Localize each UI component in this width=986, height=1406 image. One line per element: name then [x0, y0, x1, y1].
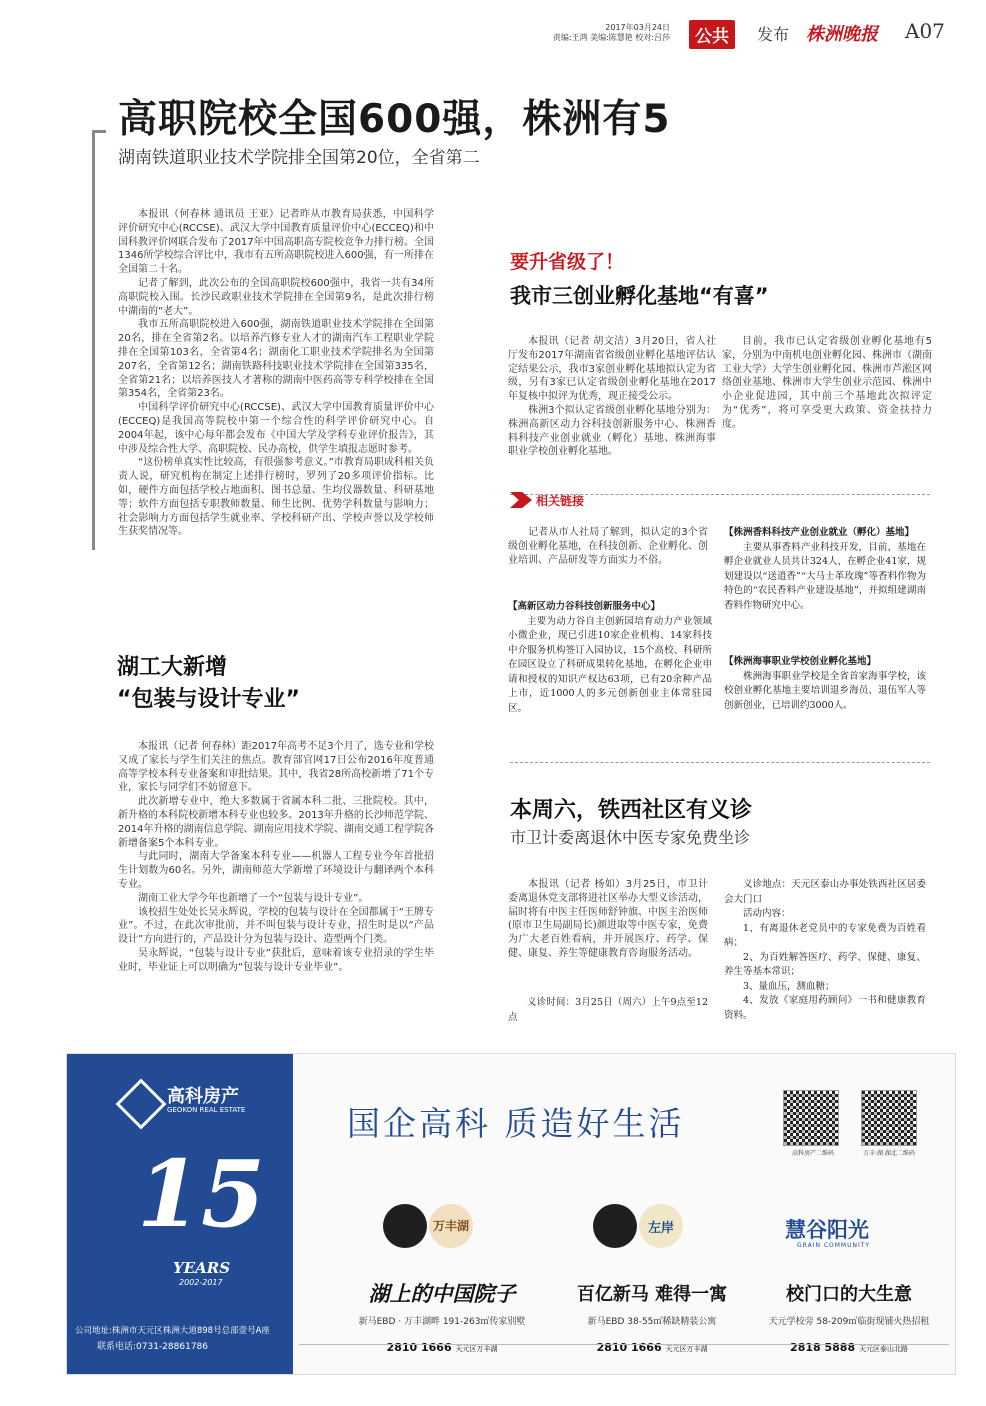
main-paragraph: 记者了解到，此次公布的全国高职院校600强中，我省一共有34所高职院校入围。长沙民政职业技术学院排在全国第9名，是此次排行榜中湖南的“老大”。 — [118, 277, 434, 317]
clinic-content-item: 3、量血压，测血糖； — [743, 980, 835, 992]
related-item-title: 【株洲香料科技产业创业就业（孵化）基地】 — [724, 527, 915, 538]
project-logo-text: 慧谷阳光 — [785, 1218, 869, 1242]
project-logo-icon — [383, 1204, 427, 1248]
clinic-time-text: 义诊时间：3月25日（周六）上午9点至12点 — [508, 997, 708, 1023]
project-area: 天元区泰山北路 — [858, 1345, 908, 1353]
clinic-content-item: 4、发放《家庭用药顾问》一书和健康教育资料。 — [724, 995, 926, 1021]
related-item-3 — [724, 655, 926, 713]
project-name: 湖上的中国院子 — [368, 1281, 516, 1306]
company-logo-icon — [116, 1079, 167, 1130]
company-phone: 联系电话:0731-28861786 — [97, 1342, 208, 1352]
related-item-2 — [724, 526, 926, 613]
hgd-paragraph: 该校招生处处长吴永辉说，学校的包装与设计在全国都属于“王牌专业”。不过，在此次审批前，并不叫包装与设计专业，招生时是以“产品设计”方向进行的，产品设计分为包装与设计、造型两个门类。 — [118, 906, 434, 946]
ad-slogan: 国企高科 质造好生活 — [347, 1104, 685, 1143]
main-paragraph: “这份榜单真实性比较高，有很强参考意义。”市教育局职成科相关负责人说，研究机构在制定上述排行榜时，罗列了20多项评价指标。比如，硬件方面包括学校占地面积、图书总量、生均仪器数量、科研基地等；软件方面包括专职教师数量、师生比例、优势学科数量与影响力；社会影响力方面包括学生就业率、学校科研产出、学校声誉以及学校师生获奖情况等。 — [118, 457, 434, 538]
header-editors: 责编:王鸿 美编:陈慧艳 校对:吕莎 — [552, 33, 670, 42]
hgd-paragraph: 吴永辉说，“包装与设计专业”获批后，意味着该专业招录的学生毕业时，毕业证上可以明确为“包装与设计专业毕业”。 — [118, 947, 434, 973]
main-headline: 高职院校全国600强，株洲有5 — [118, 97, 671, 142]
clinic-time — [508, 996, 708, 1025]
bracket-left — [92, 130, 95, 550]
project-logo-text: 左岸 — [647, 1221, 674, 1236]
ad-divider — [299, 1344, 949, 1345]
related-intro — [508, 526, 708, 567]
clinic-col1 — [508, 878, 708, 961]
related-item-text: 株洲海事职业学校是全省首家海事学校，该校创业孵化基地主要培训退乡海员、退伍军人等创新创业，已培训约3000人。 — [724, 670, 926, 711]
clinic-paragraph: 本报讯（记者 杨如）3月25日，市卫计委离退休党支部将进社区举办大型义诊活动，届时将有中医主任医师舒钟旗、中医主治医师(原市卫生局副局长)颜进取等中医专家，免费为广大老百姓看病，并开展医疗、药学、保健、康复、养生等健康教育咨询服务活动。 — [508, 879, 708, 959]
project-sub: 天元学校旁 58-209㎡临街现铺火热招租 — [768, 1317, 930, 1327]
hgd-paragraph: 本报讯（记者 何春林）距2017年高考不足3个月了，选专业和学校又成了家长与学生们关注的焦点。教育部官网17日公布2016年度普通高等学校本科专业备案和审批结果。其中，我省28所高校新增了71个专业，家长与同学们不妨留意下。 — [118, 741, 434, 794]
ad-brand-panel — [67, 1054, 293, 1374]
qr-code-icon[interactable] — [861, 1090, 917, 1146]
hgd-headline-line1: 湖工大新增 — [117, 655, 228, 680]
section-tag: 公共 — [689, 20, 735, 49]
project-logo-text: 万丰湖 — [432, 1219, 469, 1233]
related-item-text: 主要从事香料产业科技开发，目前，基地在孵企业就业人员共计324人，在孵企业41家，规划建设以“送逍香”“大马士革玫瑰”等香料作物为特色的“农民香料产业建设基地”，并拟组建湖南香料作物研究中心。 — [724, 541, 926, 611]
project-tel: 2818 5888 — [790, 1341, 856, 1354]
project-name: 校门口的大生意 — [786, 1284, 912, 1305]
related-item-1 — [508, 600, 712, 716]
project-tel: 2810 1666 — [596, 1341, 662, 1354]
project-tel: 2810 1666 — [386, 1341, 452, 1354]
project-card — [557, 1280, 747, 1354]
company-address: 公司地址:株洲市天元区株洲大道898号总部壹号A座 — [75, 1326, 270, 1336]
clinic-content-title: 活动内容： — [743, 908, 791, 919]
page-number: A07 — [905, 19, 945, 43]
clinic-headline: 本周六，铁西社区有义诊 — [510, 798, 753, 823]
main-paragraph: 我市五所高职院校进入600强，湖南铁道职业技术学院排在全国第20名，排在全省第2名。以培养汽修专业人才的湖南汽车工程职业学院排在全国第103名，全省第4名；湖南化工职业技术学院排名为全国第207名，全省第12名；湖南铁路科技职业技术学院排在全国第335名，全省第21名；以培养医技人才著称的湖南中医药高等专科学校排在全国第354名，全省第23名。 — [118, 319, 434, 400]
section-name: 发布 — [757, 25, 790, 44]
clinic-divider — [510, 762, 930, 763]
related-intro-text: 记者从市人社局了解到，拟认定的3个省级创业孵化基地，在科技创新、企业孵化、创业培训、产品研发等方面实力不俗。 — [508, 527, 708, 566]
main-subhead: 湖南铁道职业技术学院排全国第20位，全省第二 — [118, 148, 480, 168]
advertisement — [66, 1053, 956, 1375]
incubator-paragraph: 本报讯（记者 胡文洁）3月20日，省人社厅发布2017年湖南省省级创业孵化基地评估认定结果公示，我市3家创业孵化基地拟认定为省级，另有3家已认定省级创业孵化基地在2017年复核中拟评为优秀，现正接受公示。 — [508, 336, 716, 403]
related-item-text: 主要为动力谷自主创新园培育动力产业领域小微企业，现已引进10家企业机构、14家科技中介服务机构签订入园协议，15个高校、科研所在园区设立了科研成果转化基地，在孵化企业申请和授权的知识产权达63项，已有20余种产品上市，近1000人的多元创新创业主体常驻园区。 — [508, 615, 712, 714]
project-card — [337, 1278, 547, 1354]
incubator-paragraph: 株洲3个拟认定省级创业孵化基地分别为：株洲高新区动力谷科技创新服务中心、株洲香料科技产业创业就业（孵化）基地、株洲海事职业学校创业孵化基地。 — [508, 404, 716, 458]
hgd-headline-line2: “包装与设计专业” — [117, 687, 300, 712]
project-name: 百亿新马 难得一寓 — [576, 1284, 728, 1305]
main-article-body — [118, 208, 434, 539]
header-date: 2017年03月24日 — [605, 23, 670, 32]
hgd-paragraph: 此次新增专业中，绝大多数属于省属本科二批、三批院校。其中，新升格的本科院校新增本科专业也较多。2013年升格的长沙师范学院、2014年升格的湖南信息学院、湖南应用技术学院、湖南交通工程学院各新增备案5个本科专业。 — [118, 796, 434, 849]
project-logo-icon — [593, 1204, 637, 1248]
hgd-paragraph: 湖南工业大学今年也新增了一个“包装与设计专业”。 — [138, 892, 369, 904]
anniversary-years: YEARS — [173, 1259, 231, 1277]
clinic-content-item: 1、有离退休老党员中的专家免费为百姓看病； — [724, 922, 926, 948]
clinic-subhead: 市卫计委离退休中医专家免费坐诊 — [510, 828, 751, 847]
qr-code-icon[interactable] — [783, 1090, 839, 1146]
project-logo-en: GRAIN COMMUNITY — [797, 1242, 871, 1249]
hgd-paragraph: 与此同时，湖南大学备案本科专业——机器人工程专业今年首批招生计划数为60名。另外，湖南师范大学新增了环境设计与翻译两个本科专业。 — [118, 851, 434, 890]
qr-label: 万丰·湖 湖北二维码 — [863, 1150, 915, 1157]
project-area: 天元区万丰湖 — [665, 1345, 708, 1353]
incubator-col2 — [722, 335, 932, 432]
anniversary-range: 2002-2017 — [179, 1278, 223, 1287]
clinic-col2 — [724, 878, 926, 1023]
incubator-headline-red: 要升省级了！ — [510, 251, 625, 273]
incubator-headline: 我市三创业孵化基地“有喜” — [510, 284, 769, 308]
related-label: 相关链接 — [536, 494, 585, 508]
related-item-title: 【株洲海事职业学校创业孵化基地】 — [724, 656, 877, 667]
qr-label: 高科房产二维码 — [791, 1150, 834, 1157]
anniversary-number: 15 — [137, 1140, 266, 1248]
incubator-paragraph: 目前，我市已认定省级创业孵化基地有5家，分别为中南机电创业孵化园、株洲市（湖南工业大学）大学生创业孵化园、株洲市芦淞区网络创业基地、株洲市大学生创业示范园、株洲中小企业促进园，其中前三个基地此次拟评定为“优秀”，将可享受更大政策、资金扶持力度。 — [722, 336, 932, 430]
incubator-col1 — [508, 335, 716, 459]
project-sub: 新马EBD 38-55㎡稀缺精装公寓 — [587, 1317, 717, 1327]
main-paragraph: 本报讯（何春林 通讯员 王亚）记者昨从市教育局获悉，中国科学评价研究中心(RCCSE)、武汉大学中国教育质量评价中心(ECCEQ)和中国科教评价网联合发布了2017年中国高职高专院校竞争力排行榜。全国1346所学校综合评比中，我市有五所高职院校进入600强，有一所排在全国第二十名。 — [118, 209, 434, 276]
project-card — [749, 1280, 949, 1354]
project-area: 天元区万丰湖 — [455, 1345, 498, 1353]
main-paragraph: 中国科学评价研究中心(RCCSE)、武汉大学中国教育质量评价中心(ECCEQ)是我国高等院校中第一个综合性的科学评价研究中心。自2004年起，该中心每年都会发布《中国大学及学科专业评价报告》，其中涉及综合性大学、高职院校、民办高校，供学生填报志愿时参考。 — [118, 402, 434, 455]
company-name: 高科房产 — [167, 1086, 239, 1107]
newspaper-brand: 株洲晚报 — [806, 24, 878, 45]
clinic-place: 义诊地点：天元区泰山办事处铁西社区居委会大门口 — [724, 879, 926, 905]
clinic-content-item: 2、为百姓解答医疗、药学、保健、康复、养生等基本常识； — [724, 951, 926, 977]
related-item-title: 【高新区动力谷科技创新服务中心】 — [508, 601, 661, 612]
hgd-article-body — [118, 740, 434, 975]
company-name-en: GEOKON REAL ESTATE — [167, 1106, 246, 1114]
project-sub: 新马EBD · 万丰湖畔 191-263㎡传家别墅 — [358, 1317, 526, 1327]
